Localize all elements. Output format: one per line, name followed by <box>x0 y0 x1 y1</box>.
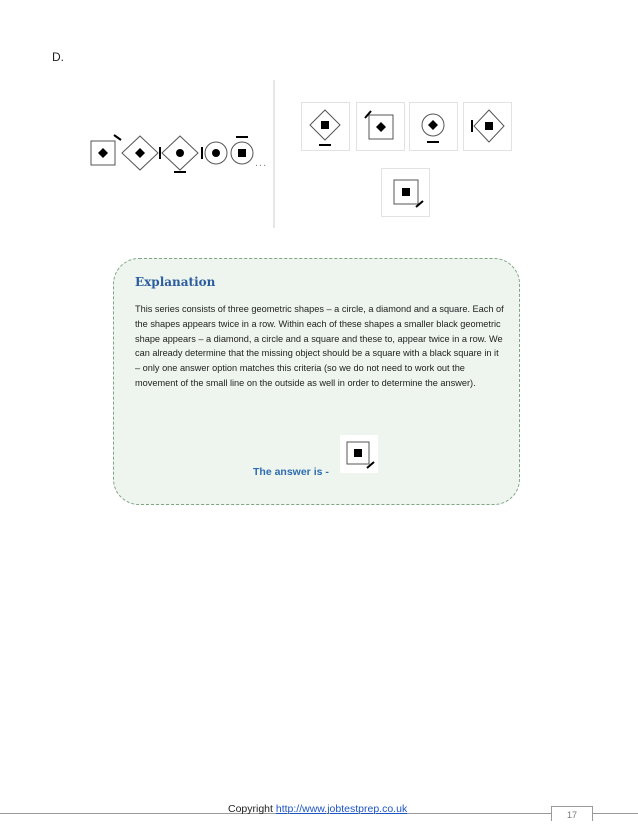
square-with-diamond-icon <box>365 111 393 139</box>
option-5[interactable] <box>381 168 430 217</box>
answer-label: The answer is - <box>253 466 329 478</box>
series-square-diamond-icon <box>91 135 121 165</box>
square-with-square-icon <box>394 180 423 207</box>
square-with-square-icon <box>340 435 378 473</box>
answer-image <box>340 435 378 473</box>
series-diamond-diamond-icon <box>122 136 158 170</box>
diamond-with-square-icon <box>472 110 504 142</box>
explanation-body: This series consists of three geometric shapes – a circle, a diamond and a square. Each of the shapes appears twice in a row. Within each of these shapes a smaller black geometric shape appears – a diamond, a circle and a square and these to, appear twice in a row. We can already determine that the missing object should be a square with a black square in it – only one answer option matches this criteria (so we do not need to work out the movement of the small line on the outside as well in order to determine the answer). <box>135 304 504 388</box>
series-circle-circle-icon <box>202 142 227 164</box>
diamond-with-square-icon <box>310 110 340 145</box>
series-diamond-circle-icon <box>160 136 198 172</box>
option-4[interactable] <box>463 102 512 151</box>
circle-with-diamond-icon <box>422 114 444 142</box>
copyright-label: Copyright <box>228 803 273 815</box>
option-2[interactable] <box>356 102 405 151</box>
option-1[interactable] <box>301 102 350 151</box>
series-ellipsis: ... <box>255 157 268 169</box>
series-circle-square-icon <box>231 137 253 164</box>
page-number: 17 <box>551 806 593 821</box>
option-label-d: D. <box>52 50 64 64</box>
column-divider <box>273 80 275 228</box>
shape-series <box>88 128 263 178</box>
explanation-title: Explanation <box>135 275 216 289</box>
option-3[interactable] <box>409 102 458 151</box>
footer-copyright <box>228 803 407 815</box>
copyright-link[interactable]: http://www.jobtestprep.co.uk <box>275 803 408 815</box>
